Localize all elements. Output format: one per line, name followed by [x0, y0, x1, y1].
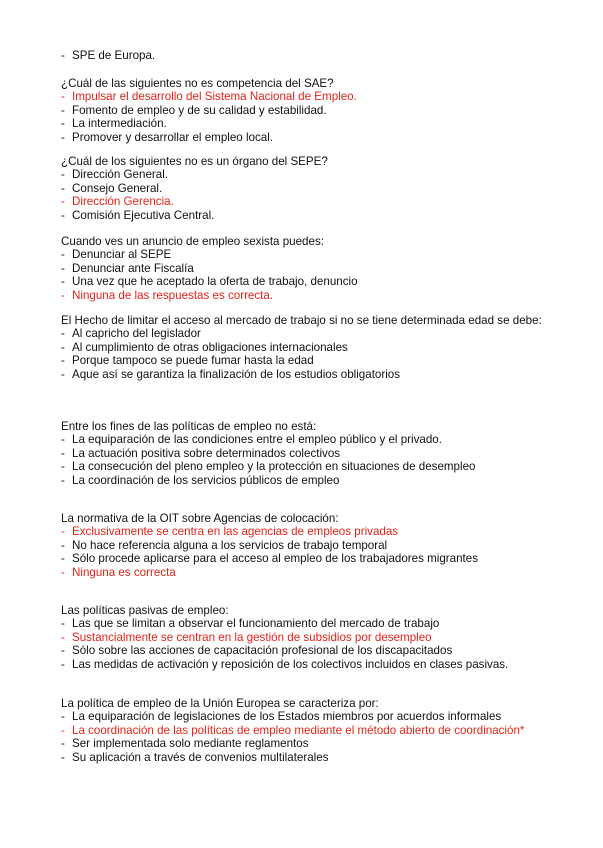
option-text: Al cumplimiento de otras obligaciones internacionales	[72, 340, 348, 354]
answer-option: - Sólo sobre las acciones de capacitación profesional de los discapacitados	[61, 644, 453, 658]
correct-answer-option: - Sustancialmente se centran en la gestión de subsidios por desempleo	[61, 630, 432, 644]
question-text: La política de empleo de la Unión Europea se caracteriza por:	[61, 697, 379, 710]
option-text: Sustancialmente se centran en la gestión de subsidios por desempleo	[72, 630, 432, 644]
option-text: No hace referencia alguna a los servicios de trabajo temporal	[72, 538, 388, 552]
question-text: ¿Cuál de las siguientes no es competencia del SAE?	[61, 77, 334, 90]
option-text: Su aplicación a través de convenios multilaterales	[72, 750, 329, 764]
correct-answer-option: - Exclusivamente se centra en las agencias de empleos privadas	[61, 525, 399, 539]
answer-option: - Una vez que he aceptado la oferta de trabajo, denuncio	[61, 275, 358, 289]
correct-answer-option: - Ninguna es correcta	[61, 565, 176, 579]
answer-option: - Denunciar ante Fiscalía	[61, 261, 194, 275]
option-text: Ser implementada solo mediante reglamentos	[72, 737, 309, 751]
answer-option: - Comisión Ejecutiva Central.	[61, 208, 215, 222]
option-text: La consecución del pleno empleo y la protección en situaciones de desempleo	[72, 460, 476, 474]
answer-option: - La equiparación de las condiciones entre el empleo público y el privado.	[61, 433, 442, 447]
option-text: Comisión Ejecutiva Central.	[72, 208, 215, 222]
question-block-4	[61, 314, 581, 381]
answer-option: - Las medidas de activación y reposición de los colectivos incluidos en clases pasivas.	[61, 657, 509, 671]
question-text: ¿Cuál de los siguientes no es un órgano del SEPE?	[61, 155, 328, 168]
answer-option: - Denunciar al SEPE	[61, 248, 172, 262]
answer-option: - La intermediación.	[61, 117, 167, 131]
answer-option: - La consecución del pleno empleo y la protección en situaciones de desempleo	[61, 460, 476, 474]
option-text: Consejo General.	[72, 181, 163, 195]
answer-option: - Consejo General.	[61, 181, 163, 195]
correct-answer-option: - Impulsar el desarrollo del Sistema Nacional de Empleo.	[61, 90, 357, 104]
answer-option: - Porque tampoco se puede fumar hasta la edad	[61, 354, 314, 368]
question-block-8	[61, 697, 581, 764]
question-text: Las políticas pasivas de empleo:	[61, 604, 229, 617]
question-block-7	[61, 604, 581, 671]
option-text: La coordinación de los servicios públicos de empleo	[72, 473, 340, 487]
answer-option: - Aque así se garantiza la finalización de los estudios obligatorios	[61, 367, 401, 381]
option-text: Dirección Gerencia.	[72, 195, 174, 209]
option-text: Al capricho del legislador	[72, 327, 201, 341]
option-text: La intermediación.	[72, 117, 167, 131]
answer-option: - SPE de Europa.	[61, 49, 156, 62]
option-text: Impulsar el desarrollo del Sistema Nacional de Empleo.	[72, 90, 357, 104]
answer-option: - Las que se limitan a observar el funcionamiento del mercado de trabajo	[61, 617, 440, 631]
answer-option: - Al capricho del legislador	[61, 327, 201, 341]
option-text: Porque tampoco se puede fumar hasta la edad	[72, 354, 314, 368]
option-text: Promover y desarrollar el empleo local.	[72, 130, 274, 144]
answer-option: - Ser implementada solo mediante reglamentos	[61, 737, 309, 751]
question-block-5	[61, 420, 581, 487]
option-text: Sólo procede aplicarse para el acceso al empleo de los trabajadores migrantes	[72, 552, 479, 566]
option-text: La coordinación de las políticas de empleo mediante el método abierto de coordinación*	[72, 723, 525, 737]
option-text: Sólo sobre las acciones de capacitación profesional de los discapacitados	[72, 644, 453, 658]
answer-option: - Sólo procede aplicarse para el acceso al empleo de los trabajadores migrantes	[61, 552, 479, 566]
option-text: Dirección General.	[72, 168, 169, 182]
option-text: Aque así se garantiza la finalización de los estudios obligatorios	[72, 367, 401, 381]
option-text: Exclusivamente se centra en las agencias de empleos privadas	[72, 525, 399, 539]
question-text: El Hecho de limitar el acceso al mercado de trabajo si no se tiene determinada edad se debe:	[61, 314, 542, 327]
option-text: Una vez que he aceptado la oferta de trabajo, denuncio	[72, 275, 358, 289]
correct-answer-option: - Ninguna de las respuestas es correcta.	[61, 288, 274, 302]
option-text: La equiparación de legislaciones de los Estados miembros por acuerdos informales	[72, 710, 502, 724]
option-text: Ninguna de las respuestas es correcta.	[72, 288, 274, 302]
answer-option: - La coordinación de los servicios públicos de empleo	[61, 473, 340, 487]
question-block-2	[61, 155, 581, 222]
option-text: Las medidas de activación y reposición de los colectivos incluidos en clases pasivas.	[72, 657, 509, 671]
question-block-3	[61, 235, 581, 302]
answer-option: - Fomento de empleo y de su calidad y estabilidad.	[61, 103, 327, 117]
answer-option: - Promover y desarrollar el empleo local.	[61, 130, 274, 144]
question-text: Cuando ves un anuncio de empleo sexista puedes:	[61, 235, 324, 248]
question-block-6	[61, 512, 581, 579]
option-text: Denunciar ante Fiscalía	[72, 261, 194, 275]
question-block-1	[61, 77, 581, 144]
option-text: La actuación positiva sobre determinados colectivos	[72, 446, 341, 460]
answer-option: - La actuación positiva sobre determinados colectivos	[61, 446, 341, 460]
option-text: Las que se limitan a observar el funcionamiento del mercado de trabajo	[72, 617, 440, 631]
option-text: Fomento de empleo y de su calidad y estabilidad.	[72, 103, 327, 117]
answer-option: - No hace referencia alguna a los servicios de trabajo temporal	[61, 538, 388, 552]
answer-option: - La equiparación de legislaciones de los Estados miembros por acuerdos informales	[61, 710, 502, 724]
answer-option: - Al cumplimiento de otras obligaciones internacionales	[61, 340, 348, 354]
option-text: SPE de Europa.	[72, 49, 156, 62]
question-block-0	[61, 49, 581, 62]
question-text: Entre los fines de las políticas de empleo no está:	[61, 420, 317, 433]
option-text: Ninguna es correcta	[72, 565, 176, 579]
correct-answer-option: - La coordinación de las políticas de empleo mediante el método abierto de coordinación*	[61, 723, 525, 737]
correct-answer-option: - Dirección Gerencia.	[61, 195, 174, 209]
answer-option: - Su aplicación a través de convenios multilaterales	[61, 750, 329, 764]
option-text: La equiparación de las condiciones entre el empleo público y el privado.	[72, 433, 442, 447]
answer-option: - Dirección General.	[61, 168, 169, 182]
option-text: Denunciar al SEPE	[72, 248, 172, 262]
question-text: La normativa de la OIT sobre Agencias de colocación:	[61, 512, 339, 525]
